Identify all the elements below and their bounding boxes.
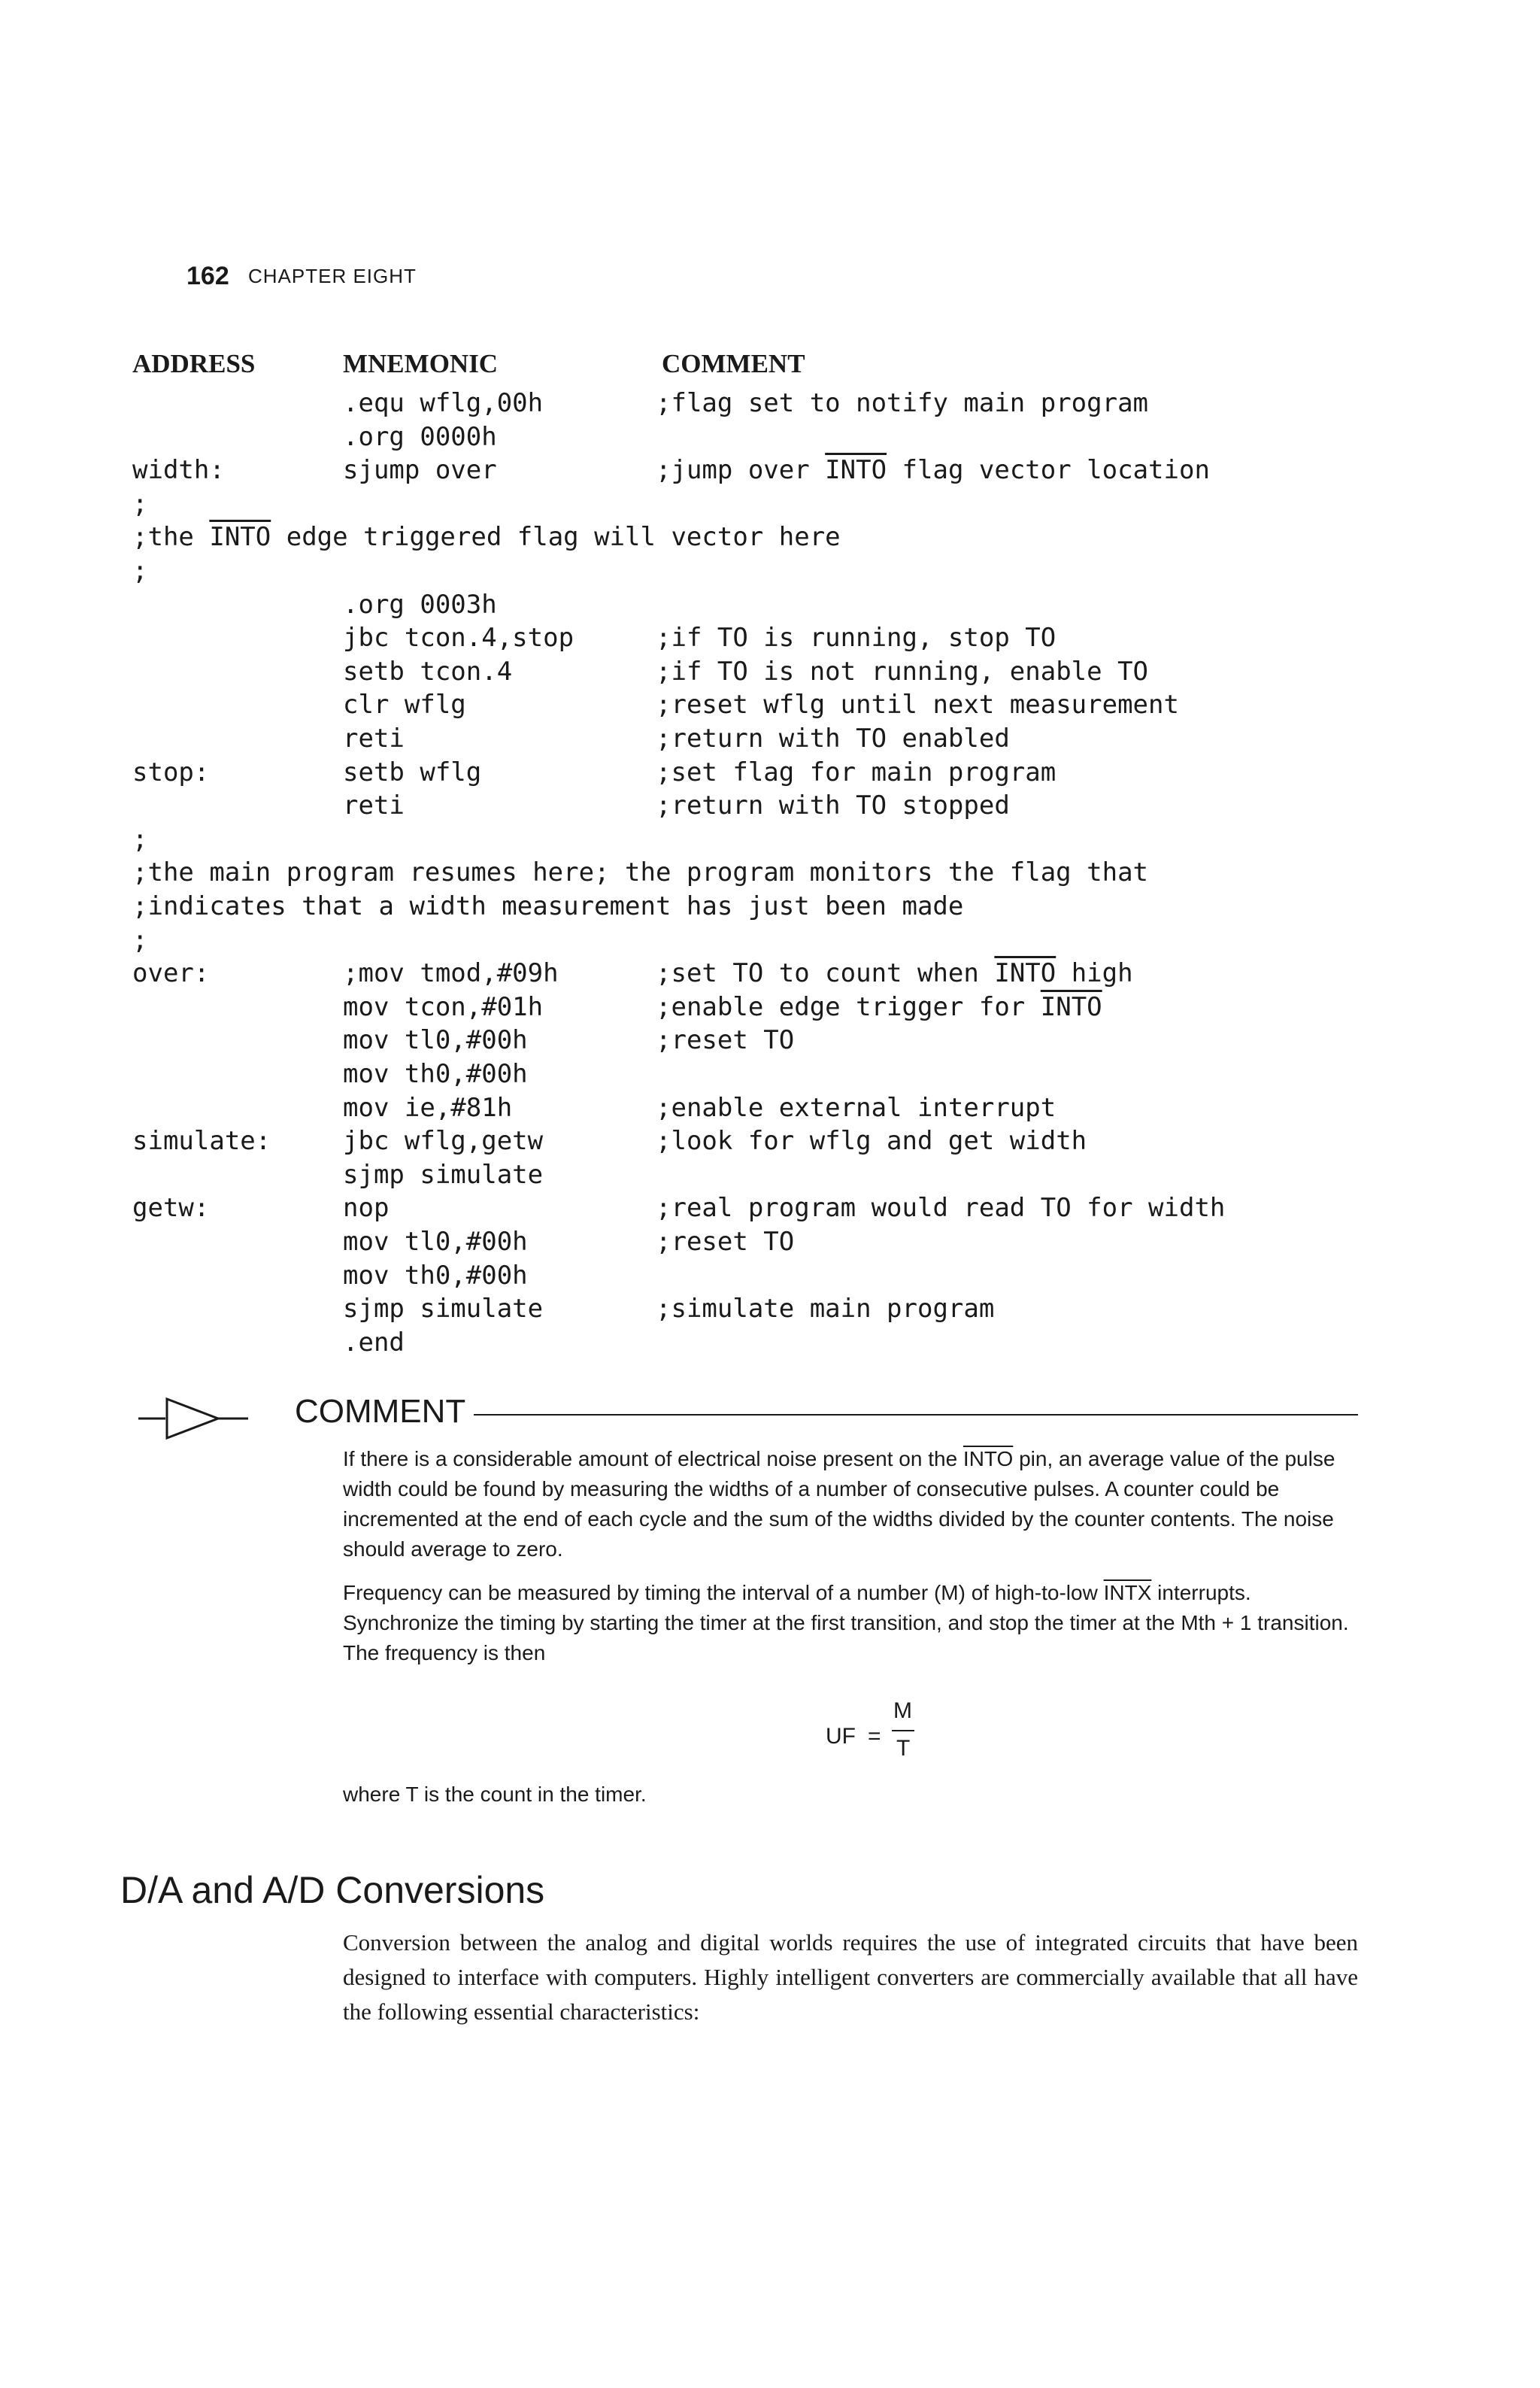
code-mnemonic: mov th0,#00h xyxy=(343,1261,528,1291)
comment-paragraph-2: Frequency can be measured by timing the interval of a number (M) of high-to-low INTX interrupts. Synchronize the timing by starting the timer at the first transition, and stop the timer at the Mth + 1 transition. The frequency is then xyxy=(343,1581,1349,1664)
code-comment: ;reset TO xyxy=(656,1025,795,1055)
code-comment: ;look for wflg and get width xyxy=(656,1126,1087,1156)
code-comment: ;return with TO enabled xyxy=(656,724,1010,754)
code-label: stop: xyxy=(132,757,210,787)
code-mnemonic: clr wflg xyxy=(343,690,466,720)
code-mnemonic: mov th0,#00h xyxy=(343,1059,528,1089)
address-column-heading: ADDRESS xyxy=(132,349,256,378)
code-mnemonic: reti xyxy=(343,724,405,754)
code-full-line: ;the main program resumes here; the program monitors the flag that xyxy=(132,857,1149,888)
code-label: ; xyxy=(132,556,148,586)
code-label: ; xyxy=(132,925,148,955)
code-mnemonic: sjmp simulate xyxy=(343,1294,544,1324)
section-heading: D/A and A/D Conversions xyxy=(120,1869,545,1911)
code-comment: ;flag set to notify main program xyxy=(656,388,1149,418)
code-comment: ;reset wflg until next measurement xyxy=(656,690,1179,720)
code-mnemonic: .equ wflg,00h xyxy=(343,388,544,418)
code-comment: ;if TO is running, stop TO xyxy=(656,623,1056,653)
code-comment: ;simulate main program xyxy=(656,1294,995,1324)
code-mnemonic: setb wflg xyxy=(343,757,482,787)
formula-numerator: M xyxy=(893,1698,912,1723)
formula-lhs: UF xyxy=(826,1724,856,1749)
code-mnemonic: .org 0003h xyxy=(343,590,497,620)
code-comment: ;enable edge trigger for INTO xyxy=(656,992,1102,1022)
code-label: over: xyxy=(132,958,210,988)
comment-rule xyxy=(474,1414,1358,1416)
mnemonic-column-heading: MNEMONIC xyxy=(343,349,499,378)
code-comment: ;enable external interrupt xyxy=(656,1093,1056,1123)
page-number: 162 xyxy=(186,262,229,290)
code-mnemonic: ;mov tmod,#09h xyxy=(343,958,559,988)
code-comment: ;real program would read TO for width xyxy=(656,1193,1226,1223)
code-mnemonic: .org 0000h xyxy=(343,422,497,452)
fraction-bar xyxy=(892,1730,914,1731)
code-mnemonic: mov tcon,#01h xyxy=(343,992,544,1022)
code-label: getw: xyxy=(132,1193,210,1223)
code-mnemonic: .end xyxy=(343,1328,405,1358)
code-mnemonic: mov ie,#81h xyxy=(343,1093,513,1123)
section-body: Conversion between the analog and digital worlds requires the use of integrated circuits that have been designed to interface with computers. Highly intelligent converters are commercially available that all have the following essential characteristics: xyxy=(343,1929,1358,2025)
code-mnemonic: mov tl0,#00h xyxy=(343,1025,528,1055)
code-comment: ;jump over INTO flag vector location xyxy=(656,455,1210,485)
code-mnemonic: reti xyxy=(343,790,405,821)
code-comment: ;reset TO xyxy=(656,1227,795,1257)
comment-arrow-icon xyxy=(135,1394,299,1443)
code-comment: ;set flag for main program xyxy=(656,757,1056,787)
code-full-line: ;indicates that a width measurement has just been made xyxy=(132,891,964,921)
code-label: ; xyxy=(132,824,148,854)
formula-equals: = xyxy=(868,1724,881,1749)
code-comment: ;set TO to count when INTO high xyxy=(656,958,1133,988)
code-comment: ;return with TO stopped xyxy=(656,790,1010,821)
code-full-line: ;the INTO edge triggered flag will vector here xyxy=(132,522,841,552)
code-comment: ;if TO is not running, enable TO xyxy=(656,657,1149,687)
code-label: width: xyxy=(132,455,225,485)
comment-box-title: COMMENT xyxy=(295,1393,466,1430)
code-mnemonic: sjmp simulate xyxy=(343,1160,544,1190)
code-mnemonic: sjump over xyxy=(343,455,497,485)
comment-paragraph-1: If there is a considerable amount of electrical noise present on the INTO pin, an average value of the pulse width could be found by measuring the widths of a number of consecutive pulses. A counter could be incremented at the end of each cycle and the sum of the widths divided by the counter contents. The noise should average to zero. xyxy=(343,1447,1335,1561)
code-label: simulate: xyxy=(132,1126,271,1156)
code-mnemonic: setb tcon.4 xyxy=(343,657,513,687)
formula-denominator: T xyxy=(896,1736,911,1761)
code-mnemonic: jbc tcon.4,stop xyxy=(343,623,574,653)
comment-column-heading: COMMENT xyxy=(662,349,805,378)
code-label: ; xyxy=(132,489,148,519)
code-mnemonic: mov tl0,#00h xyxy=(343,1227,528,1257)
formula-where-text: where T is the count in the timer. xyxy=(343,1783,647,1806)
chapter-header: CHAPTER EIGHT xyxy=(248,265,417,287)
code-mnemonic: jbc wflg,getw xyxy=(343,1126,544,1156)
code-mnemonic: nop xyxy=(343,1193,390,1223)
